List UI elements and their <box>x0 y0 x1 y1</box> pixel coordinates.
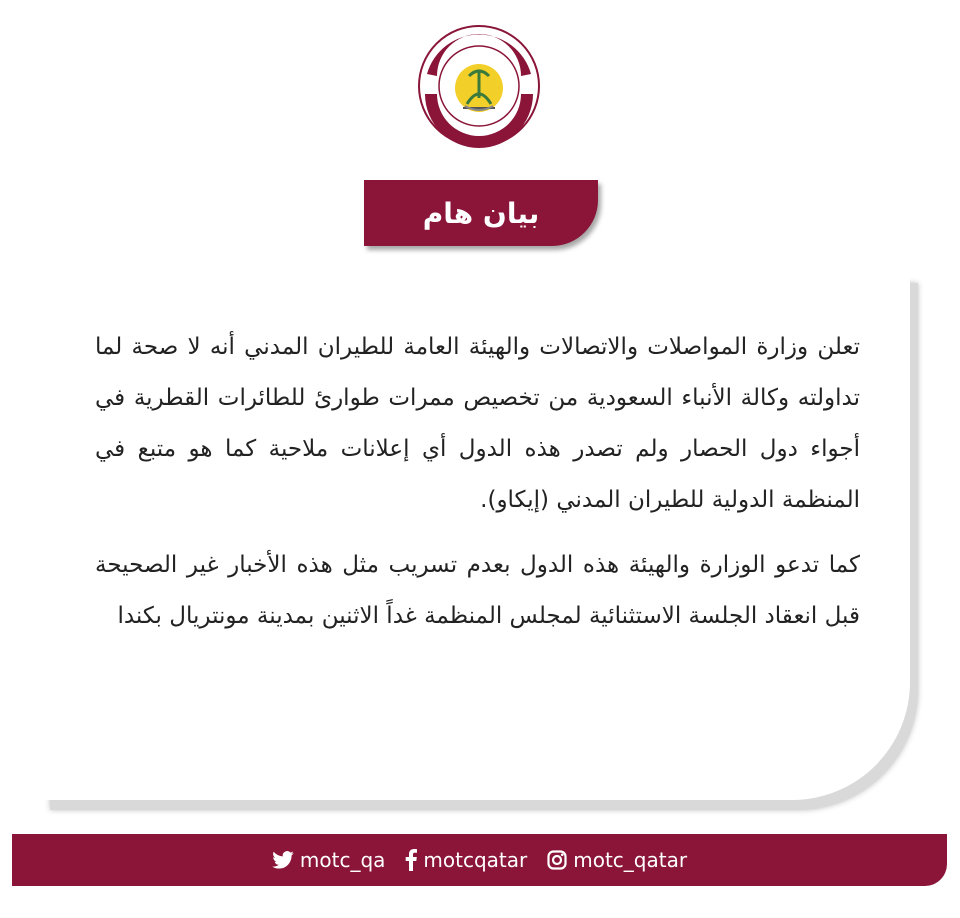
social-footer <box>12 834 947 886</box>
facebook-icon <box>405 849 417 871</box>
statement-body <box>95 322 860 656</box>
twitter-icon <box>272 851 294 869</box>
instagram-handle: motc_qatar <box>573 848 688 872</box>
statement-paragraph-2: كما تدعو الوزارة والهيئة هذه الدول بعدم تسريب مثل هذه الأخبار غير الصحيحة قبل انعقاد الجلسة الاستثنائية لمجلس المنظمة غداً الاثنين بمدينة مونتريال بكندا <box>95 552 860 629</box>
twitter-link[interactable] <box>272 848 386 872</box>
facebook-link[interactable] <box>405 848 527 872</box>
instagram-link[interactable] <box>547 848 687 872</box>
instagram-icon <box>547 850 567 870</box>
statement-paragraph-1: تعلن وزارة المواصلات والاتصالات والهيئة العامة للطيران المدني أنه لا صحة لما تداولته وكالة الأنباء السعودية من تخصيص ممرات طوارئ للطائرات القطرية في أجواء دول الحصار ولم تصدر هذه الدول أي إعلانات ملاحية كما هو متبع في المنظمة الدولية للطيران المدني (إيكاو). <box>95 334 860 513</box>
announcement-title-tab <box>364 180 598 246</box>
page-title: بيان هام <box>422 196 540 230</box>
facebook-handle: motcqatar <box>423 848 528 872</box>
twitter-handle: motc_qa <box>299 848 386 872</box>
ministry-logo <box>417 24 541 148</box>
